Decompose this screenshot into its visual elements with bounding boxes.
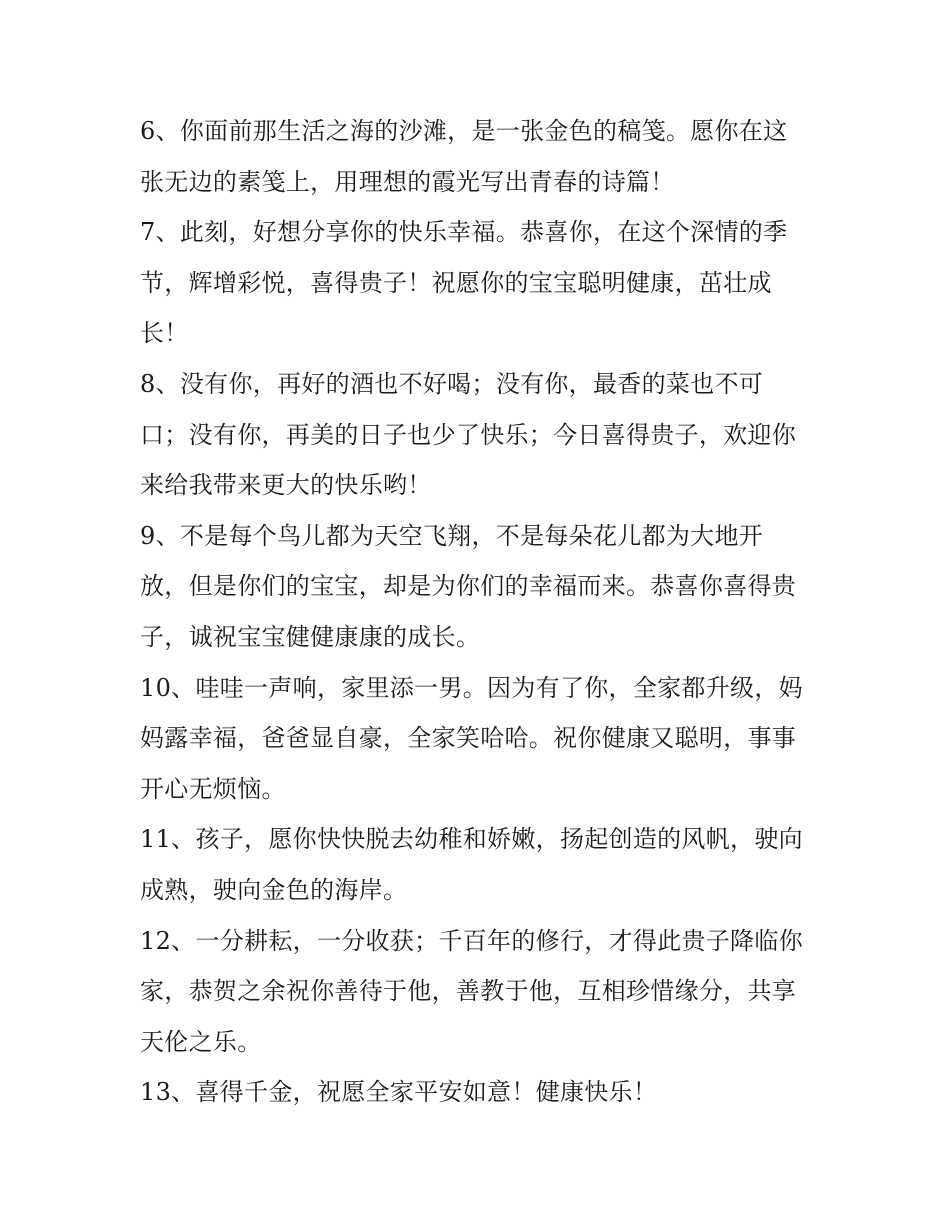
text-line: 12、一分耕耘，一分收获；千百年的修行，才得此贵子降临你 [140, 926, 803, 955]
text-line: 来给我带来更大的快乐哟！ [140, 471, 432, 500]
document-body [140, 106, 820, 1118]
text-line: 子，诚祝宝宝健健康康的成长。 [140, 622, 481, 651]
text-line: 张无边的素笺上，用理想的霞光写出青春的诗篇！ [140, 167, 675, 196]
text-line: 开心无烦恼。 [140, 774, 286, 803]
text-line: 口；没有你，再美的日子也少了快乐；今日喜得贵子，欢迎你 [140, 420, 797, 449]
text-line: 节，辉增彩悦，喜得贵子！祝愿你的宝宝聪明健康，茁壮成 [140, 268, 772, 297]
text-line: 9、不是每个鸟儿都为天空飞翔，不是每朵花儿都为大地开 [140, 521, 764, 550]
text-line: 天伦之乐。 [140, 1027, 262, 1056]
text-line: 11、孩子，愿你快快脱去幼稚和娇嫩，扬起创造的风帆，驶向 [140, 825, 803, 854]
text-line: 6、你面前那生活之海的沙滩，是一张金色的稿笺。愿你在这 [140, 117, 788, 145]
text-line: 妈露幸福，爸爸显自豪，全家笑哈哈。祝你健康又聪明，事事 [140, 724, 797, 753]
text-line: 放，但是你们的宝宝，却是为你们的幸福而来。恭喜你喜得贵 [140, 572, 797, 601]
text-line: 成熟，驶向金色的海岸。 [140, 875, 408, 904]
text-line: 8、没有你，再好的酒也不好喝；没有你，最香的菜也不可 [140, 369, 764, 398]
text-line: 家，恭贺之余祝你善待于他，善教于他，互相珍惜缘分，共享 [140, 977, 797, 1006]
text-line: 7、此刻，好想分享你的快乐幸福。恭喜你，在这个深情的季 [140, 218, 788, 247]
text-line: 长！ [140, 319, 189, 348]
text-line: 10、哇哇一声响，家里添一男。因为有了你，全家都升级，妈 [140, 673, 803, 702]
text-line: 13、喜得千金，祝愿全家平安如意！健康快乐！ [140, 1078, 658, 1107]
